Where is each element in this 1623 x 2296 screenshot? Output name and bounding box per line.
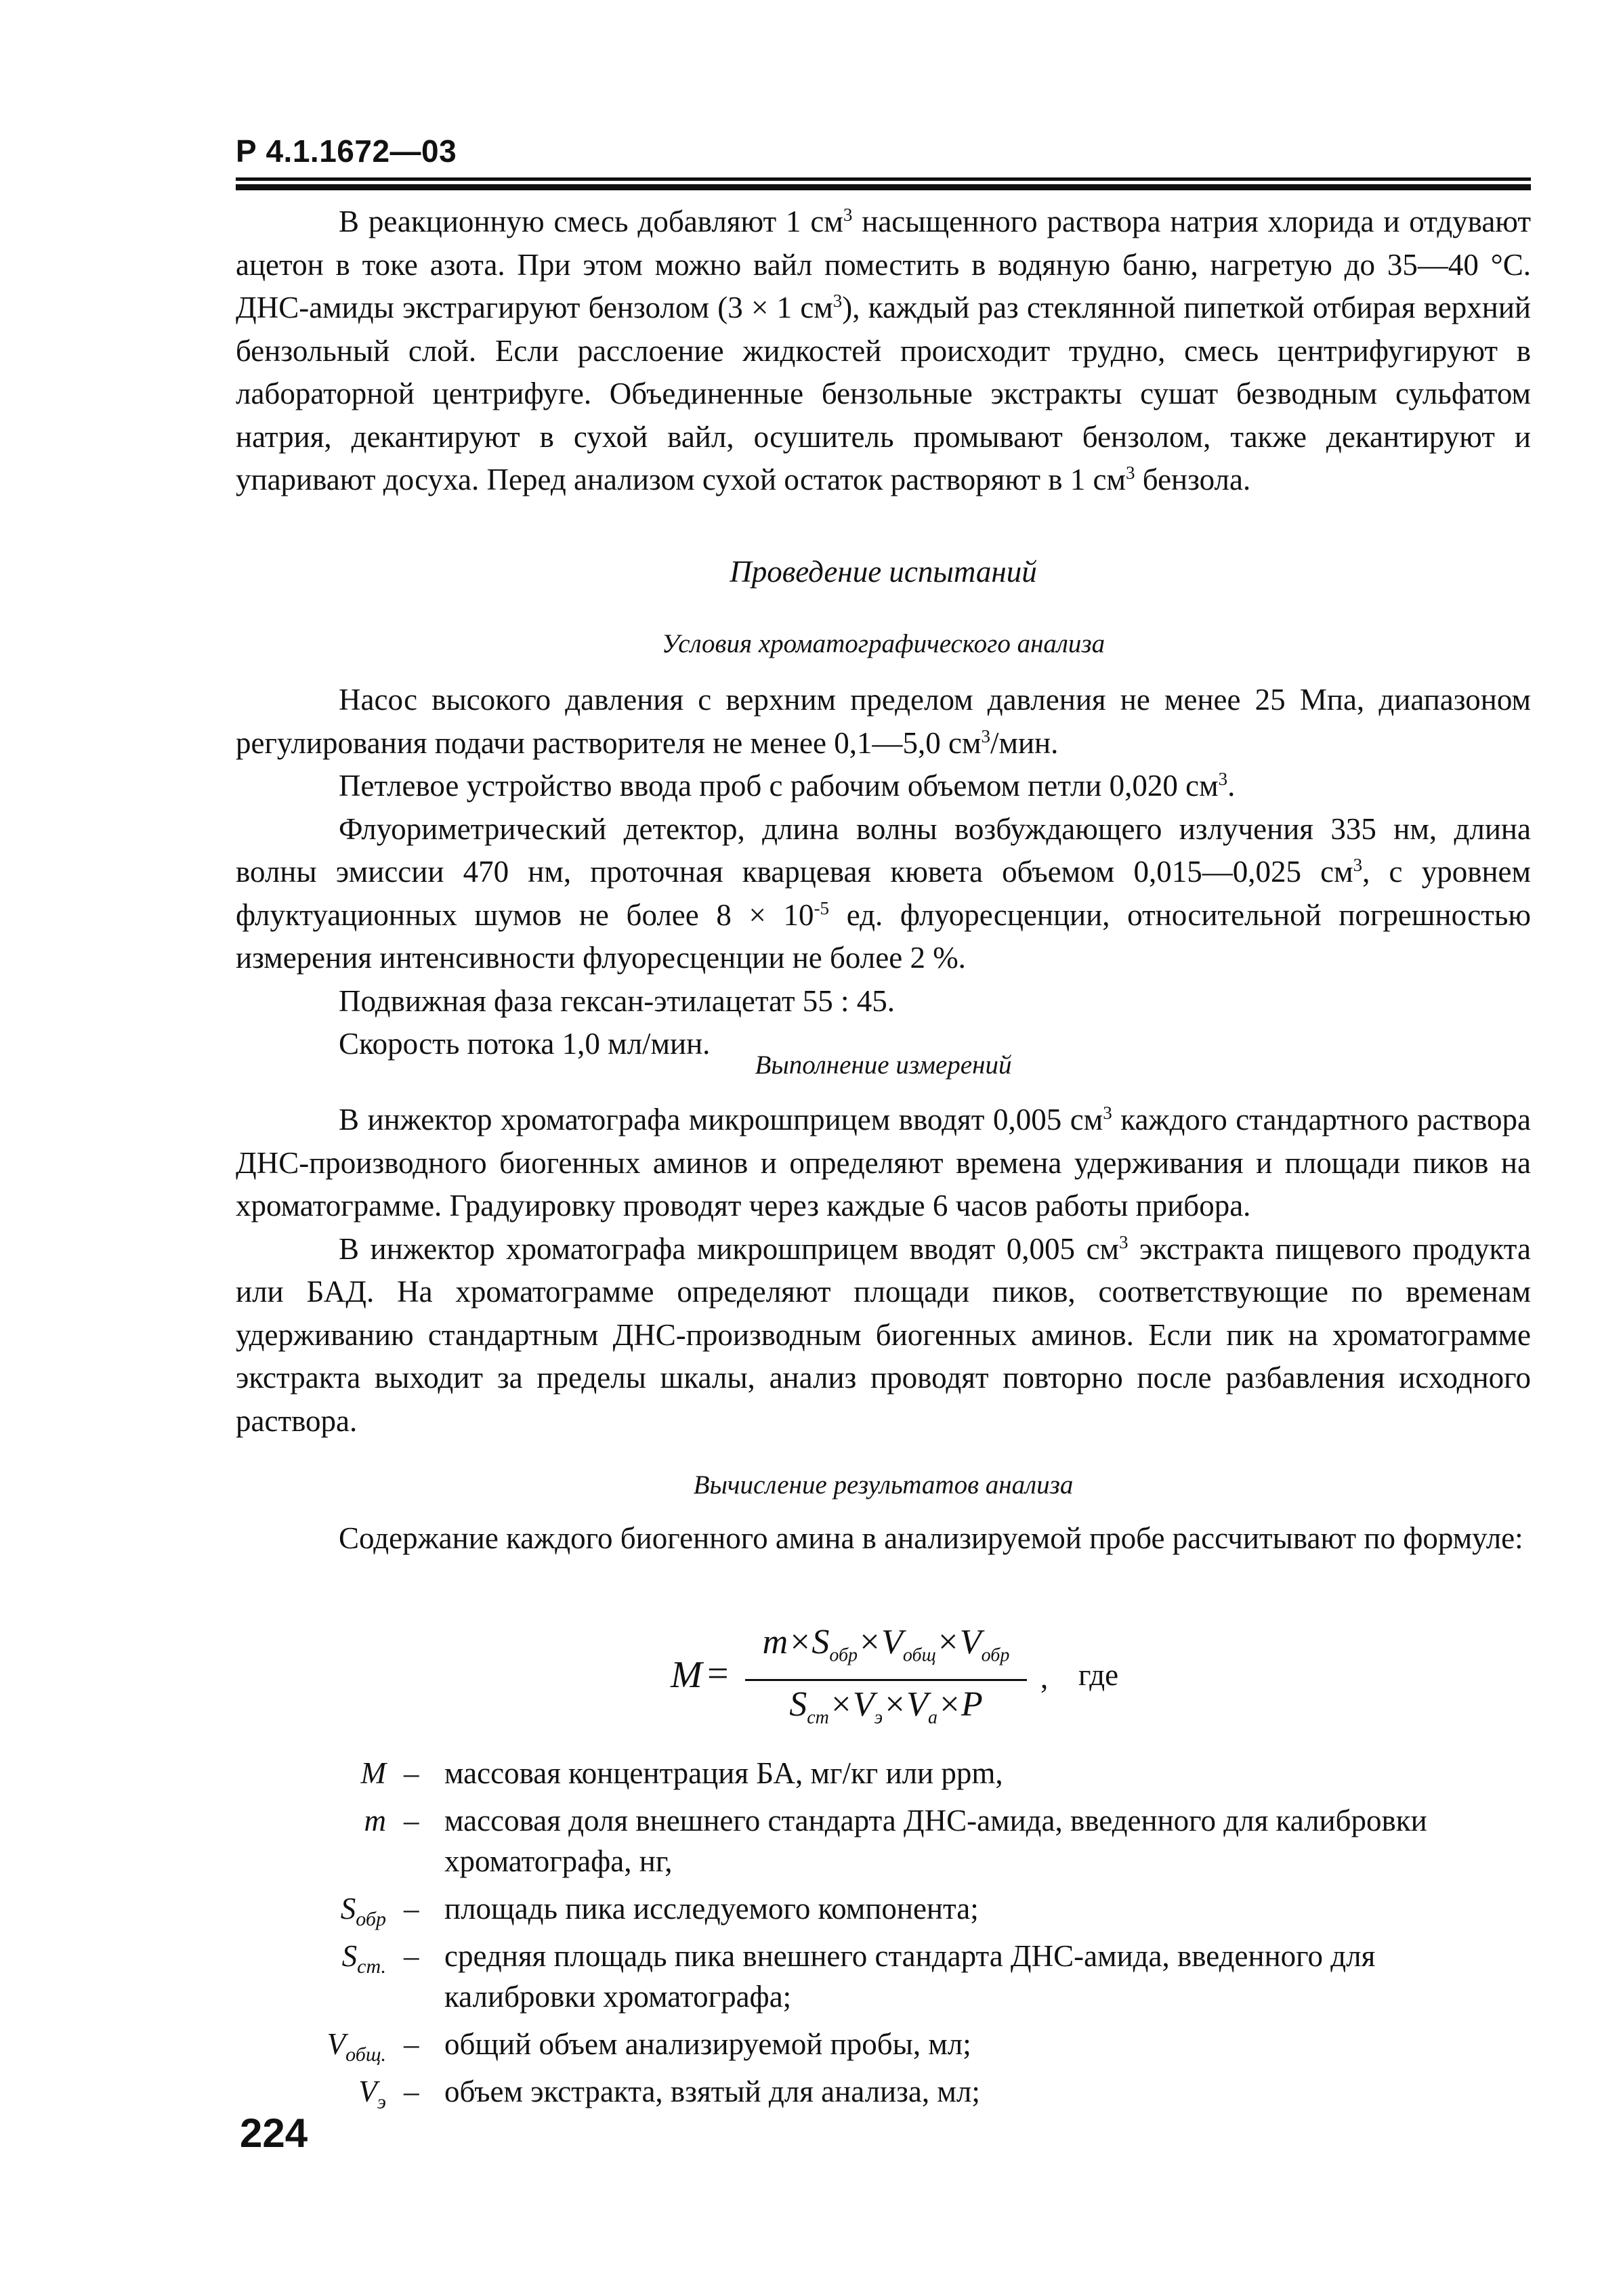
page-number: 224 (240, 2110, 308, 2156)
formula-lhs: M (671, 1654, 702, 1696)
conditions-detector: Флуориметрический детектор, длина волны возбуждающего излучения 335 нм, длина волны эмиссии 470 нм, проточная кварцевая кювета объемом 0,015—0,025 $см^3$, с уровнем флуктуационных шумов не более $8 \times 10^{-5}$ ед. флуоресценции, относительной погрешностью измерения интенсивности флуоресценции не более 2 %. (236, 811, 1531, 975)
intro-sup-1: 3 (843, 205, 853, 225)
intro-text-4: бензола. (1135, 463, 1251, 496)
heading-calculation: Вычисление результатов анализа (693, 1470, 1074, 1500)
intro-sup-3: 3 (1126, 463, 1135, 483)
measurements-paragraph-2: В инжектор хроматографа микрошприцем вводят 0,005 $см^3$ экстракта пищевого продукта или БАД. На хроматограмме определяют площади пиков, соответствующие по временам удерживанию стандартным ДНС-производным биогенных аминов. Если пик на хроматограмме экстракта выходит за пределы шкалы, анализ проводят повторно после разбавления исходного раствора. (236, 1231, 1531, 1438)
intro-sup-2: 3 (832, 291, 843, 311)
measurements-paragraph-1: В инжектор хроматографа микрошприцем вводят 0,005 $см^3$ каждого стандартного раствора ДНС-производного биогенных аминов и определяют времена удерживания и площади пиков на хроматограмме. Градуировку проводят через каждые 6 часов работы прибора. (236, 1103, 1531, 1223)
calculation-intro (236, 1517, 1531, 1560)
definition-S-obr: $S_{обр}$ – площадь пика исследуемого компонента; (340, 1892, 979, 1930)
measurements-section (236, 1099, 1531, 1443)
definition-V-e: $V_э$ – объем экстракта, взятый для анализа, мл; (358, 2075, 980, 2113)
definition-M: M – массовая концентрация БА, мг/кг или ppm, (360, 1756, 1003, 1790)
intro-text-3: ), каждый раз стеклянной пипеткой отбирая верхний бензольный слой. Если расслоение жидкостей происходит трудно, смесь центрифугируют в лабораторной центрифуге. Объединенные бензольные экстракты сушат безводным сульфатом натрия, декантируют в сухой вайл, осушитель промывают бензолом, также декантируют и упаривают досуха. Перед анализом сухой остаток растворяют в 1 см (236, 291, 1531, 496)
definition-V-obsch: $V_{общ.}$ – общий объем анализируемой пробы, мл; (326, 2027, 971, 2066)
formula-where: где (1078, 1658, 1119, 1692)
conditions-loop: Петлевое устройство ввода проб с рабочим объемом петли 0,020 $см^3$. (339, 769, 1236, 803)
conditions-section (236, 679, 1531, 1066)
conditions-pump: Насос высокого давления с верхним пределом давления не менее 25 Мпа, диапазоном регулирования подачи растворителя не менее 0,1—5,0 $см^3$/мин. (236, 683, 1531, 760)
header-rule-thick (236, 184, 1531, 190)
formula-fraction-bar (745, 1679, 1027, 1681)
intro-text-1: В реакционную смесь добавляют 1 см (339, 205, 843, 238)
formula-denominator: $S_{ст}\times V_э\times V_а\times P$ (789, 1685, 983, 1728)
definition-S-st: $S_{ст.}$ – средняя площадь пика внешнего стандарта ДНС-амида, введенного для калибровки хроматографа; (341, 1939, 1376, 2014)
formula-equals: = (707, 1653, 729, 1695)
heading-testing: Проведение испытаний (730, 555, 1037, 589)
calculation-intro-text: Содержание каждого биогенного амина в анализируемой пробе рассчитывают по формуле: (339, 1521, 1523, 1555)
heading-conditions: Условия хроматографического анализа (661, 629, 1105, 658)
formula-comma: , (1040, 1661, 1049, 1695)
header-rule-thin (236, 177, 1531, 181)
conditions-mobile-phase: Подвижная фаза гексан-этилацетат 55 : 45. (339, 983, 895, 1018)
heading-measurements: Выполнение измерений (755, 1050, 1012, 1080)
definition-m: m – массовая доля внешнего стандарта ДНС-амида, введенного для калибровки хроматографа, нг, (364, 1804, 1427, 1878)
intro-text-2: насыщенного раствора натрия хлорида и отдувают ацетон в токе азота. При этом можно вайл поместить в водяную баню, нагретую до 35—40 °С. ДНС-амиды экстрагируют бензолом (3 × 1 см (236, 205, 1532, 324)
conditions-flow-rate: Скорость потока 1,0 мл/мин. (339, 1027, 711, 1061)
intro-paragraph (236, 200, 1531, 502)
document-code: Р 4.1.1672—03 (236, 133, 457, 169)
formula (671, 1622, 1185, 1737)
formula-numerator: $m\times S_{обр}\times V_{общ}\times V_{обр}$ (762, 1623, 1010, 1666)
